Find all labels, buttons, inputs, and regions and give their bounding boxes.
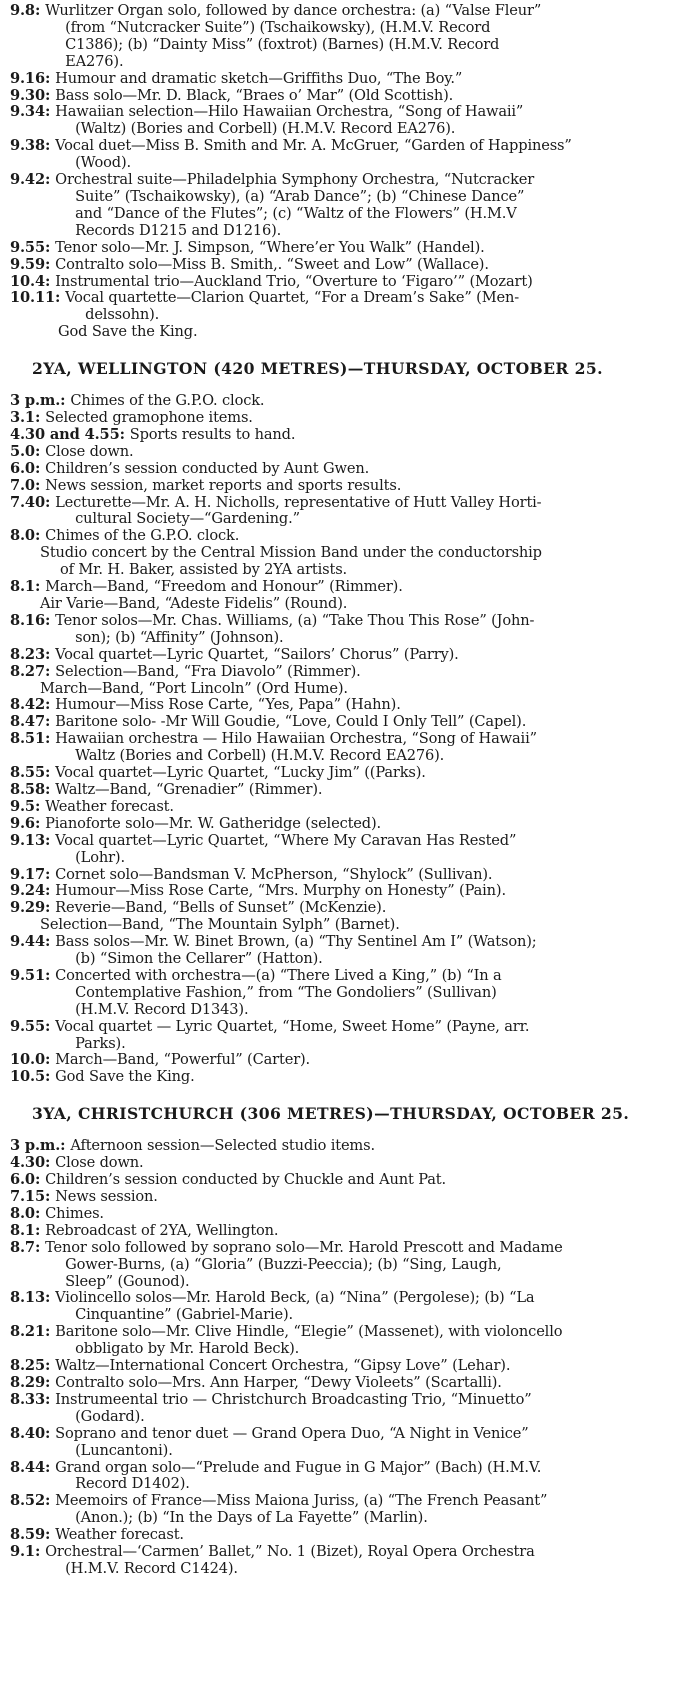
entry-line: Tenor solos—Mr. Chas. Williams, (a) “Take Thou This Rose” (John- xyxy=(55,611,535,629)
entry-time: 9.30: xyxy=(10,86,56,104)
entry-description xyxy=(55,1493,682,1527)
entry-description xyxy=(55,867,682,884)
entry-line: Contralto solo—Mrs. Ann Harper, “Dewy Violeets” (Scartalli). xyxy=(55,1373,502,1391)
entry-line: Tenor solo followed by soprano solo—Mr. Harold Prescott and Madame xyxy=(45,1238,563,1256)
programme-entry xyxy=(10,917,682,934)
entry-description xyxy=(65,290,682,324)
entry-description xyxy=(55,664,682,681)
entry-description xyxy=(55,765,682,782)
entry-line: Violincello solos—Mr. Harold Beck, (a) “Nina” (Pergolese); (b) “La xyxy=(55,1289,535,1307)
entry-time: 7.15: xyxy=(10,1188,56,1205)
programme-entry xyxy=(10,867,682,884)
entry-line: News session, market reports and sports results. xyxy=(45,476,402,494)
entry-description xyxy=(55,71,682,88)
entry-time: 8.58: xyxy=(10,780,56,798)
programme-entry xyxy=(10,528,682,545)
programme-entry xyxy=(10,1069,682,1086)
entry-line: Cinquantine” (Gabriel-Marie). xyxy=(75,1306,294,1324)
entry-description xyxy=(70,393,682,410)
entry-line: Bass solos—Mr. W. Binet Brown, (a) “Thy Sentinel Am I” (Watson); xyxy=(55,933,537,951)
entry-description xyxy=(55,883,682,900)
entry-time: 9.16: xyxy=(10,69,56,87)
programme-entry xyxy=(10,934,682,968)
entry-description xyxy=(45,528,682,545)
entry-time: 8.33: xyxy=(10,1390,56,1408)
entry-line: March—Band, “Powerful” (Carter). xyxy=(55,1051,311,1069)
programme-entry xyxy=(10,1019,682,1053)
entry-line: Instrumental trio—Auckland Trio, “Overture to ‘Figaro’” (Mozart) xyxy=(55,272,533,290)
entry-description xyxy=(55,1069,682,1086)
programme-entry xyxy=(10,393,682,410)
programme-entry xyxy=(10,833,682,867)
programme-entry xyxy=(10,1206,682,1223)
entry-time: 8.40: xyxy=(10,1424,56,1442)
entry-line: Sleep” (Gounod). xyxy=(65,1272,190,1290)
entry-line: (H.M.V. Record D1343). xyxy=(75,1000,249,1018)
entry-line: Close down. xyxy=(45,442,134,460)
programme-entry xyxy=(10,88,682,105)
entry-description xyxy=(55,1358,682,1375)
entry-line: Wurlitzer Organ solo, followed by dance orchestra: (a) “Valse Fleur” xyxy=(45,2,542,19)
entry-description xyxy=(45,1544,682,1578)
entry-description xyxy=(45,1172,682,1189)
closing-line xyxy=(10,324,682,341)
entry-description xyxy=(55,934,682,968)
entry-line: Baritone solo- -Mr Will Goudie, “Love, Could I Only Tell” (Capel). xyxy=(55,713,527,731)
programme-entry xyxy=(10,697,682,714)
entry-time: 9.1: xyxy=(10,1543,46,1561)
entry-description xyxy=(45,410,682,427)
entry-line: Parks). xyxy=(75,1034,126,1052)
entry-line: Orchestral—‘Carmen’ Ballet,” No. 1 (Bizet), Royal Opera Orchestra xyxy=(45,1543,535,1561)
entry-line: C1386); (b) “Dainty Miss” (foxtrot) (Barnes) (H.M.V. Record xyxy=(65,35,500,53)
entry-description xyxy=(55,833,682,867)
entry-line: (Lohr). xyxy=(75,848,125,866)
entry-line: Vocal duet—Miss B. Smith and Mr. A. McGruer, “Garden of Happiness” xyxy=(55,137,572,155)
entry-time: 6.0: xyxy=(10,459,46,477)
entry-line: Chimes of the G.P.O. clock. xyxy=(70,392,265,410)
entry-description xyxy=(55,647,682,664)
entry-line: Hawaiian selection—Hilo Hawaiian Orchestra, “Song of Hawaii” xyxy=(55,103,524,121)
entry-description xyxy=(70,1138,682,1155)
entry-time: 8.59: xyxy=(10,1526,56,1544)
entry-line: of Mr. H. Baker, assisted by 2YA artists. xyxy=(60,561,348,579)
programme-entry xyxy=(10,1223,682,1240)
programme-entry xyxy=(10,427,682,444)
entry-line: Suite” (Tschaikowsky), (a) “Arab Dance”; (b) “Chinese Dance” xyxy=(75,187,525,205)
programme-entry xyxy=(10,545,682,579)
programme-entry xyxy=(10,579,682,596)
entry-time: 9.5: xyxy=(10,797,46,815)
programme-entry xyxy=(10,1375,682,1392)
entry-description xyxy=(55,1155,682,1172)
entry-line: Meemoirs of France—Miss Maiona Juriss, (a) “The French Peasant” xyxy=(55,1492,548,1510)
entry-time: 9.17: xyxy=(10,865,56,883)
entry-line: (from “Nutcracker Suite”) (Tschaikowsky), (H.M.V. Record xyxy=(65,18,491,36)
programme-entry xyxy=(10,240,682,257)
entry-description xyxy=(55,240,682,257)
entry-line: Vocal quartet — Lyric Quartet, “Home, Sweet Home” (Payne, arr. xyxy=(55,1017,530,1035)
programme-entry xyxy=(10,1240,682,1291)
entry-time: 8.25: xyxy=(10,1357,56,1375)
entry-time: 7.0: xyxy=(10,476,46,494)
programme-entry xyxy=(10,714,682,731)
entry-line: Pianoforte solo—Mr. W. Gatheridge (selected). xyxy=(45,814,382,832)
entry-line: News session. xyxy=(55,1188,158,1205)
entry-description xyxy=(55,1290,682,1324)
entry-line: Waltz—International Concert Orchestra, “Gipsy Love” (Lehar). xyxy=(55,1357,511,1375)
entry-description xyxy=(55,1527,682,1544)
entry-line: son); (b) “Affinity” (Johnson). xyxy=(75,628,284,646)
entry-line: Grand organ solo—“Prelude and Fugue in G Major” (Bach) (H.M.V. xyxy=(55,1458,542,1476)
christchurch-programme xyxy=(10,1138,682,1578)
entry-description xyxy=(45,1240,682,1291)
programme-entry xyxy=(10,765,682,782)
entry-description xyxy=(55,1324,682,1358)
entry-line: Soprano and tenor duet — Grand Opera Duo, “A Night in Venice” xyxy=(55,1424,529,1442)
entry-time: 8.0: xyxy=(10,1204,46,1222)
entry-line: Contemplative Fashion,” from “The Gondoliers” (Sullivan) xyxy=(75,983,497,1001)
entry-line: Humour—Miss Rose Carte, “Yes, Papa” (Hahn). xyxy=(55,696,401,714)
programme-entry xyxy=(10,257,682,274)
entry-line: Afternoon session—Selected studio items. xyxy=(70,1137,375,1155)
entry-time: 9.13: xyxy=(10,831,56,849)
entry-description xyxy=(45,579,682,596)
entry-line: Record D1402). xyxy=(75,1475,190,1493)
entry-line: (Anon.); (b) “In the Days of La Fayette” (Marlin). xyxy=(75,1509,428,1527)
entry-line: (b) “Simon the Cellarer” (Hatton). xyxy=(75,950,323,968)
entry-line: Instrumeental trio — Christchurch Broadcasting Trio, “Minuetto” xyxy=(55,1390,532,1408)
entry-description xyxy=(10,596,682,613)
entry-description xyxy=(55,697,682,714)
entry-description xyxy=(55,782,682,799)
entry-time: 10.0: xyxy=(10,1051,56,1069)
entry-line: (H.M.V. Record C1424). xyxy=(65,1559,238,1577)
programme-entry xyxy=(10,1138,682,1155)
entry-time: 8.7: xyxy=(10,1238,46,1256)
entry-line: Air Varie—Band, “Adeste Fidelis” (Round). xyxy=(40,595,348,612)
entry-description xyxy=(45,1206,682,1223)
entry-line: Chimes. xyxy=(45,1204,104,1222)
entry-line: Weather forecast. xyxy=(55,1526,184,1544)
programme-entry xyxy=(10,647,682,664)
entry-line: (Luncantoni). xyxy=(75,1441,173,1459)
entry-time: 8.16: xyxy=(10,611,56,629)
programme-entry xyxy=(10,1493,682,1527)
entry-description xyxy=(10,917,682,934)
entry-line: and “Dance of the Flutes”; (c) “Waltz of the Flowers” (H.M.V xyxy=(75,204,517,222)
entry-line: Hawaiian orchestra — Hilo Hawaiian Orchestra, “Song of Hawaii” xyxy=(55,730,537,748)
entry-line: Gower-Burns, (a) “Gloria” (Buzzi-Peeccia); (b) “Sing, Laugh, xyxy=(65,1255,502,1273)
entry-time: 8.21: xyxy=(10,1323,56,1341)
entry-line: Selection—Band, “Fra Diavolo” (Rimmer). xyxy=(55,662,361,680)
auckland-programme-tail xyxy=(10,3,682,324)
entry-description xyxy=(55,1392,682,1426)
programme-entry xyxy=(10,1392,682,1426)
entry-line: Cornet solo—Bandsman V. McPherson, “Shylock” (Sullivan). xyxy=(55,865,493,883)
entry-line: Bass solo—Mr. D. Black, “Braes o’ Mar” (Old Scottish). xyxy=(55,86,454,104)
entry-line: Contralto solo—Miss B. Smith,. “Sweet and Low” (Wallace). xyxy=(55,255,489,273)
entry-description xyxy=(10,681,682,698)
entry-description xyxy=(55,1019,682,1053)
entry-line: Waltz—Band, “Grenadier” (Rimmer). xyxy=(55,780,323,798)
programme-entry xyxy=(10,816,682,833)
entry-description xyxy=(45,816,682,833)
programme-entry xyxy=(10,444,682,461)
entry-description xyxy=(55,1189,682,1206)
entry-description xyxy=(55,1052,682,1069)
entry-line: (Godard). xyxy=(75,1407,145,1425)
entry-time: 8.47: xyxy=(10,713,56,731)
entry-description xyxy=(55,1375,682,1392)
entry-line: Lecturette—Mr. A. H. Nicholls, representative of Hutt Valley Horti- xyxy=(55,493,542,511)
entry-time: 8.42: xyxy=(10,696,56,714)
programme-entry xyxy=(10,1172,682,1189)
programme-entry xyxy=(10,274,682,291)
entry-time: 8.1: xyxy=(10,578,46,596)
entry-line: (Waltz) (Bories and Corbell) (H.M.V. Record EA276). xyxy=(75,120,456,138)
entry-description xyxy=(45,461,682,478)
programme-entry xyxy=(10,1426,682,1460)
entry-line: Chimes of the G.P.O. clock. xyxy=(45,527,240,545)
programme-entry xyxy=(10,138,682,172)
entry-line: obbligato by Mr. Harold Beck). xyxy=(75,1340,300,1358)
entry-line: EA276). xyxy=(65,52,124,70)
entry-line: God Save the King. xyxy=(55,1068,195,1086)
entry-time: 8.29: xyxy=(10,1373,56,1391)
entry-time: 4.30 and 4.55: xyxy=(10,425,130,443)
programme-entry xyxy=(10,681,682,698)
entry-description xyxy=(45,444,682,461)
programme-entry xyxy=(10,1358,682,1375)
programme-entry xyxy=(10,1155,682,1172)
entry-time: 4.30: xyxy=(10,1154,56,1172)
programme-entry xyxy=(10,782,682,799)
entry-line: delssohn). xyxy=(85,306,160,324)
entry-line: Humour and dramatic sketch—Griffiths Duo, “The Boy.” xyxy=(55,69,463,87)
programme-entry xyxy=(10,664,682,681)
entry-description xyxy=(55,88,682,105)
entry-description xyxy=(55,731,682,765)
entry-line: Selection—Band, “The Mountain Sylph” (Barnet). xyxy=(40,916,400,934)
entry-time: 9.24: xyxy=(10,882,56,900)
entry-line: Sports results to hand. xyxy=(129,425,296,443)
entry-line: cultural Society—“Gardening.” xyxy=(75,510,300,528)
entry-time: 8.55: xyxy=(10,764,56,782)
entry-line: Orchestral suite—Philadelphia Symphony Orchestra, “Nutcracker xyxy=(55,171,535,189)
entry-description xyxy=(55,613,682,647)
entry-line: (Wood). xyxy=(75,154,132,172)
entry-line: Concerted with orchestra—(a) “There Lived a King,” (b) “In a xyxy=(55,966,502,984)
entry-line: Reverie—Band, “Bells of Sunset” (McKenzie). xyxy=(55,899,387,917)
entry-description xyxy=(55,495,682,529)
entry-line: Weather forecast. xyxy=(45,797,174,815)
entry-time: 10.5: xyxy=(10,1068,56,1086)
entry-line: Studio concert by the Central Mission Band under the conductorship xyxy=(40,544,542,562)
programme-entry xyxy=(10,613,682,647)
heading-3ya-christchurch: 3YA, CHRISTCHURCH (306 METRES)—THURSDAY, OCTOBER 25. xyxy=(32,1104,630,1124)
entry-time: 9.55: xyxy=(10,238,56,256)
entry-time: 9.51: xyxy=(10,966,56,984)
entry-line: Humour—Miss Rose Carte, “Mrs. Murphy on Honesty” (Pain). xyxy=(55,882,506,900)
programme-entry xyxy=(10,1290,682,1324)
programme-entry xyxy=(10,478,682,495)
entry-line: March—Band, “Freedom and Honour” (Rimmer). xyxy=(45,578,403,596)
entry-line: Rebroadcast of 2YA, Wellington. xyxy=(45,1221,279,1239)
programme-entry xyxy=(10,1189,682,1206)
entry-time: 9.55: xyxy=(10,1017,56,1035)
entry-time: 6.0: xyxy=(10,1171,46,1189)
entry-description xyxy=(45,1223,682,1240)
entry-time: 10.4: xyxy=(10,272,56,290)
entry-time: 8.13: xyxy=(10,1289,56,1307)
entry-line: Vocal quartet—Lyric Quartet, “Where My Caravan Has Rested” xyxy=(55,831,517,849)
entry-line: Children’s session conducted by Chuckle and Aunt Pat. xyxy=(45,1171,446,1189)
entry-time: 3.1: xyxy=(10,409,46,427)
entry-time: 8.23: xyxy=(10,645,56,663)
entry-line: Selected gramophone items. xyxy=(45,409,253,427)
entry-line: Tenor solo—Mr. J. Simpson, “Where’er You Walk” (Handel). xyxy=(55,238,485,256)
programme-entry xyxy=(10,104,682,138)
entry-time: 9.38: xyxy=(10,137,56,155)
entry-line: Vocal quartette—Clarion Quartet, “For a Dream’s Sake” (Men- xyxy=(65,289,520,307)
entry-description xyxy=(45,478,682,495)
entry-time: 8.1: xyxy=(10,1221,46,1239)
entry-description xyxy=(55,104,682,138)
programme-entry xyxy=(10,900,682,917)
programme-entry xyxy=(10,1460,682,1494)
entry-time: 8.51: xyxy=(10,730,56,748)
entry-line: Vocal quartet—Lyric Quartet, “Sailors’ Chorus” (Parry). xyxy=(55,645,459,663)
entry-line: Baritone solo—Mr. Clive Hindle, “Elegie” (Massenet), with violoncello xyxy=(55,1323,563,1341)
programme-entry xyxy=(10,968,682,1019)
entry-time: 8.27: xyxy=(10,662,56,680)
entry-time: 10.11: xyxy=(10,289,66,307)
programme-entry xyxy=(10,3,682,71)
programme-entry xyxy=(10,883,682,900)
entry-line: Waltz (Bories and Corbell) (H.M.V. Record EA276). xyxy=(75,747,445,765)
entry-description xyxy=(130,427,682,444)
entry-description xyxy=(55,714,682,731)
entry-description xyxy=(55,1460,682,1494)
entry-description xyxy=(45,3,682,71)
god-save-the-king: God Save the King. xyxy=(58,323,198,341)
entry-time: 9.34: xyxy=(10,103,56,121)
programme-entry xyxy=(10,731,682,765)
entry-description xyxy=(55,1426,682,1460)
programme-entry xyxy=(10,172,682,240)
entry-time: 3 p.m.: xyxy=(10,392,71,410)
entry-line: Close down. xyxy=(55,1154,144,1172)
entry-time: 7.40: xyxy=(10,493,56,511)
entry-time: 5.0: xyxy=(10,442,46,460)
entry-time: 9.44: xyxy=(10,933,56,951)
entry-time: 8.0: xyxy=(10,527,46,545)
entry-time: 9.42: xyxy=(10,171,56,189)
entry-time: 9.6: xyxy=(10,814,46,832)
entry-line: Records D1215 and D1216). xyxy=(75,221,282,239)
entry-time: 9.29: xyxy=(10,899,56,917)
programme-entry xyxy=(10,410,682,427)
entry-description xyxy=(55,172,682,240)
entry-time: 9.59: xyxy=(10,255,56,273)
programme-entry xyxy=(10,1052,682,1069)
entry-line: Children’s session conducted by Aunt Gwen. xyxy=(45,459,370,477)
programme-entry xyxy=(10,596,682,613)
entry-description xyxy=(45,799,682,816)
entry-description xyxy=(55,138,682,172)
entry-time: 3 p.m.: xyxy=(10,1137,71,1155)
programme-entry xyxy=(10,1324,682,1358)
programme-entry xyxy=(10,495,682,529)
wellington-programme xyxy=(10,393,682,1086)
programme-entry xyxy=(10,1527,682,1544)
entry-time: 9.8: xyxy=(10,2,46,19)
entry-description xyxy=(55,900,682,917)
programme-entry xyxy=(10,461,682,478)
entry-description xyxy=(10,545,682,579)
entry-description xyxy=(55,968,682,1019)
heading-2ya-wellington: 2YA, WELLINGTON (420 METRES)—THURSDAY, OCTOBER 25. xyxy=(32,359,603,379)
programme-entry xyxy=(10,799,682,816)
programme-entry xyxy=(10,71,682,88)
entry-time: 8.52: xyxy=(10,1492,56,1510)
programme-entry xyxy=(10,290,682,324)
entry-description xyxy=(55,257,682,274)
entry-line: Vocal quartet—Lyric Quartet, “Lucky Jim” ((Parks). xyxy=(55,764,426,782)
entry-description xyxy=(55,274,682,291)
entry-line: March—Band, “Port Lincoln” (Ord Hume). xyxy=(40,679,348,697)
entry-time: 8.44: xyxy=(10,1458,56,1476)
programme-entry xyxy=(10,1544,682,1578)
